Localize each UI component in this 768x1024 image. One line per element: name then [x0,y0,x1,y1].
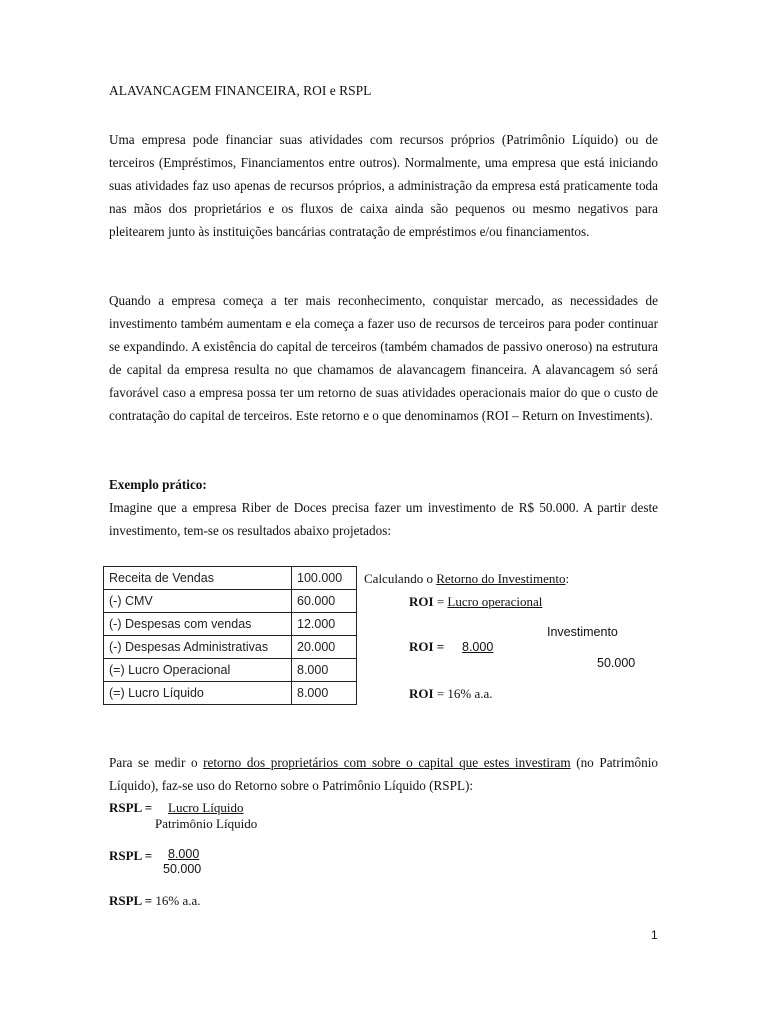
rspl-label: RSPL = [109,800,153,815]
table-cell-label: (-) Despesas com vendas [104,613,292,636]
roi-value-denominator: 50.000 [597,656,636,670]
table-cell-value: 20.000 [292,636,357,659]
table-row [104,659,357,682]
roi-value-numerator: 8.000 [462,640,494,654]
table-row [104,636,357,659]
rspl-denominator: Patrimônio Líquido [155,816,258,831]
table-cell-value: 100.000 [292,567,357,590]
table-cell-value: 12.000 [292,613,357,636]
page-number: 1 [651,928,658,942]
table-cell-label: (-) Despesas Administrativas [104,636,292,659]
rspl-formula [109,800,152,816]
rspl-value-numerator: 8.000 [168,847,200,861]
roi-intro: Calculando o Retorno do Investimento: [364,571,570,586]
roi-formula: ROI = Lucro operacional [409,594,543,609]
rspl-value-denominator: 50.000 [163,862,202,876]
table-cell-label: (=) Lucro Operacional [104,659,292,682]
table-row [104,590,357,613]
rspl-numerator: Lucro Líquido [168,800,244,815]
roi-value-line [409,639,444,655]
table-row [104,682,357,705]
roi-result [409,686,493,702]
rspl-label-3: RSPL = [109,893,153,908]
roi-label-3: ROI [409,686,434,701]
table-cell-label: (-) CMV [104,590,292,613]
roi-label-2: ROI = [409,639,445,654]
example-heading: Exemplo prático: [109,477,207,492]
table-cell-label: (=) Lucro Líquido [104,682,292,705]
rspl-value-line [109,848,152,864]
rspl-label-2: RSPL = [109,848,153,863]
roi-intro-underlined: Retorno do Investimento [436,571,566,586]
table-cell-value: 8.000 [292,682,357,705]
roi-label: ROI [409,594,434,609]
document-title: ALAVANCAGEM FINANCEIRA, ROI e RSPL [109,83,372,98]
example-block [109,474,658,543]
paragraph-rspl: Para se medir o retorno dos proprietários com sobre o capital que estes investiram (no Patrimônio Líquido), faz-se uso do Retorno sobre o Patrimônio Líquido (RSPL): [109,755,658,793]
table-cell-value: 8.000 [292,659,357,682]
income-statement-table [103,566,357,705]
paragraph-intro: Uma empresa pode financiar suas atividades com recursos próprios (Patrimônio Líquido) ou de terceiros (Empréstimos, Financiamentos entre outros). Normalmente, uma empresa que está iniciando suas atividades faz uso apenas de recursos próprios, a administração da empresa está praticamente toda nas mãos dos proprietários e os fluxos de caixa ainda são pequenos ou mesmo negativos para pleitearem junto às instituições bancárias contratação de empréstimos e/ou financiamentos. [109,132,658,239]
paragraph-leverage: Quando a empresa começa a ter mais reconhecimento, conquistar mercado, as necessidades de investimento também aumentam e ela começa a fazer uso de recursos de terceiros para poder continuar se expandindo. A existência do capital de terceiros (também chamados de passivo oneroso) na estrutura de capital da empresa resulta no que chamamos de alavancagem financeira. A alavancagem só será favorável caso a empresa possa ter um retorno de suas atividades operacionais maior do que o custo de contratação do capital de terceiros. Este retorno e o que denominamos (ROI – Return on Investiments). [109,293,658,423]
table-cell-label: Receita de Vendas [104,567,292,590]
rspl-result [109,893,201,909]
rspl-result-value: 16% a.a. [152,893,201,908]
table-row [104,613,357,636]
table-cell-value: 60.000 [292,590,357,613]
roi-denominator: Investimento [547,625,618,639]
roi-numerator: Lucro operacional [447,594,543,609]
paragraph-rspl-underlined: retorno dos proprietários com sobre o capital que estes investiram [203,755,571,770]
roi-result-value: = 16% a.a. [433,686,493,701]
table-row [104,567,357,590]
example-text: Imagine que a empresa Riber de Doces precisa fazer um investimento de R$ 50.000. A partir deste investimento, tem-se os resultados abaixo projetados: [109,499,658,538]
